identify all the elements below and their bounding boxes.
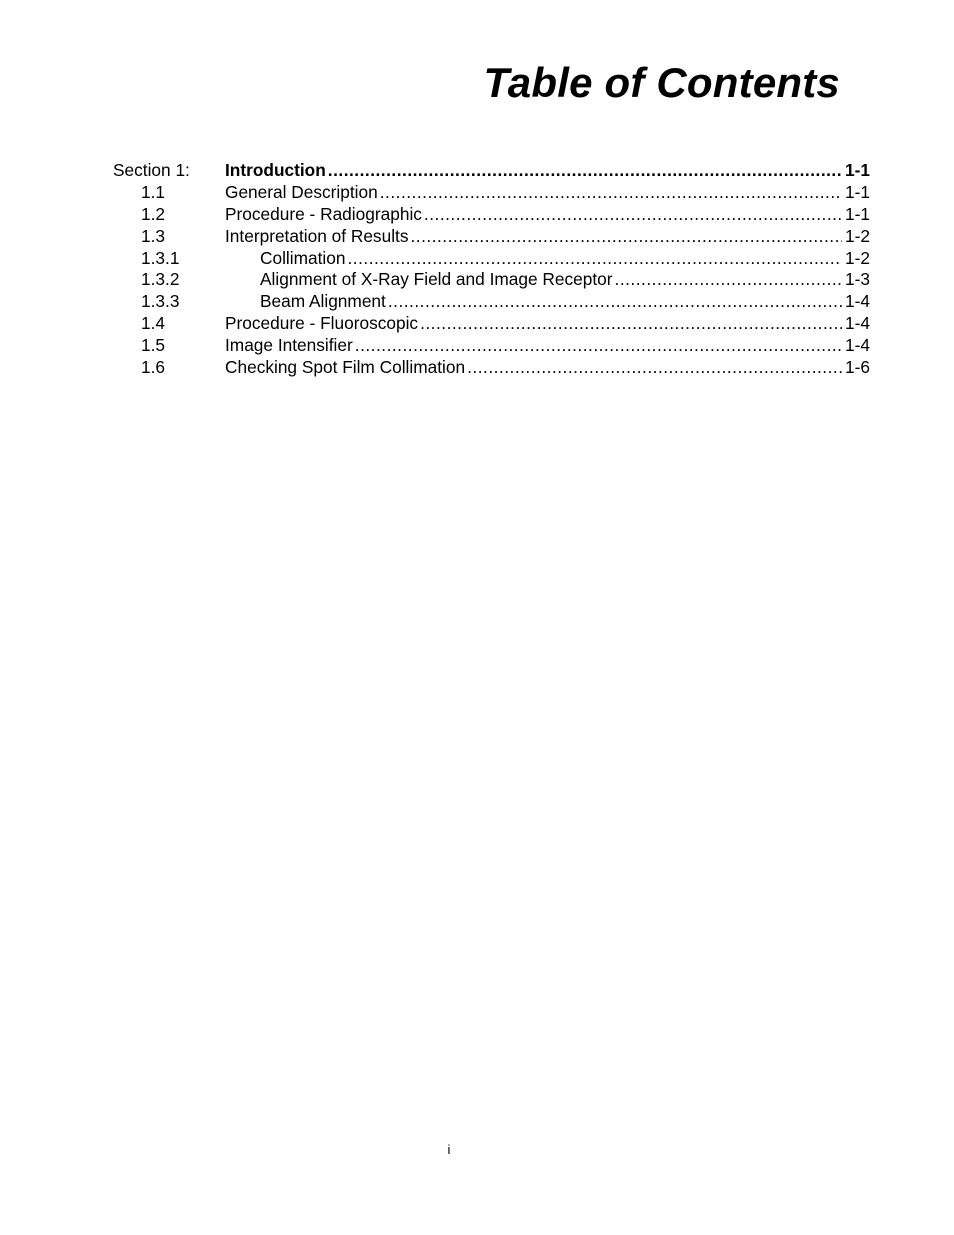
toc-entry-page: 1-6 <box>845 357 870 378</box>
toc-entry-title: Image Intensifier <box>225 335 353 356</box>
toc-entry-page: 1-4 <box>845 313 870 334</box>
dot-leader <box>615 269 842 291</box>
table-of-contents <box>113 160 870 379</box>
toc-entry-1-3-1[interactable] <box>113 248 870 270</box>
toc-entry-title: Interpretation of Results <box>225 225 409 246</box>
toc-entry-page: 1-4 <box>845 291 870 312</box>
toc-entry-page: 1-4 <box>845 335 870 356</box>
page-number: i <box>447 1142 451 1157</box>
toc-entry-number: 1.3.1 <box>141 247 180 268</box>
page-title: Table of Contents <box>483 59 840 106</box>
toc-entry-1-5[interactable] <box>113 335 870 357</box>
toc-entry-1-6[interactable] <box>113 357 870 379</box>
toc-entry-title: Procedure - Fluoroscopic <box>225 313 419 334</box>
toc-entry-title: Collimation <box>260 247 346 268</box>
dot-leader <box>347 248 842 270</box>
dot-leader <box>355 335 842 357</box>
toc-entry-page: 1-3 <box>845 269 870 290</box>
toc-entry-number: 1.4 <box>141 313 166 334</box>
toc-entry-number: 1.3 <box>141 225 166 246</box>
toc-entry-1-1[interactable] <box>113 182 870 204</box>
toc-entry-1-3-2[interactable] <box>113 269 870 291</box>
toc-entry-title: Introduction <box>225 160 326 180</box>
toc-entry-1-4[interactable] <box>113 313 870 335</box>
toc-entry-page: 1-1 <box>845 160 870 180</box>
toc-entry-title: Procedure - Radiographic <box>225 203 422 224</box>
toc-entry-number: Section 1: <box>113 160 190 180</box>
dot-leader <box>467 357 842 379</box>
toc-entry-title: Checking Spot Film Collimation <box>225 357 466 378</box>
dot-leader <box>328 160 842 182</box>
toc-entry-number: 1.2 <box>141 203 166 224</box>
toc-entry-title: Alignment of X-Ray Field and Image Receptor <box>260 269 613 290</box>
toc-entry-1-3-3[interactable] <box>113 291 870 313</box>
toc-entry-page: 1-1 <box>845 203 870 224</box>
dot-leader <box>388 291 842 313</box>
toc-entry-1-3[interactable] <box>113 226 870 248</box>
toc-entry-page: 1-2 <box>845 247 870 268</box>
toc-entry-title: General Description <box>225 181 378 202</box>
toc-entry-page: 1-1 <box>845 181 870 202</box>
dot-leader <box>424 204 842 226</box>
toc-entry-page: 1-2 <box>845 225 870 246</box>
toc-entry-section-1[interactable] <box>113 160 870 182</box>
toc-entry-title: Beam Alignment <box>260 291 386 312</box>
toc-entry-number: 1.6 <box>141 357 166 378</box>
toc-entry-number: 1.1 <box>141 181 166 202</box>
toc-entry-number: 1.3.3 <box>141 291 180 312</box>
toc-entry-1-2[interactable] <box>113 204 870 226</box>
dot-leader <box>420 313 842 335</box>
toc-entry-number: 1.3.2 <box>141 269 180 290</box>
toc-entry-number: 1.5 <box>141 335 166 356</box>
dot-leader <box>380 182 842 204</box>
dot-leader <box>410 226 842 248</box>
